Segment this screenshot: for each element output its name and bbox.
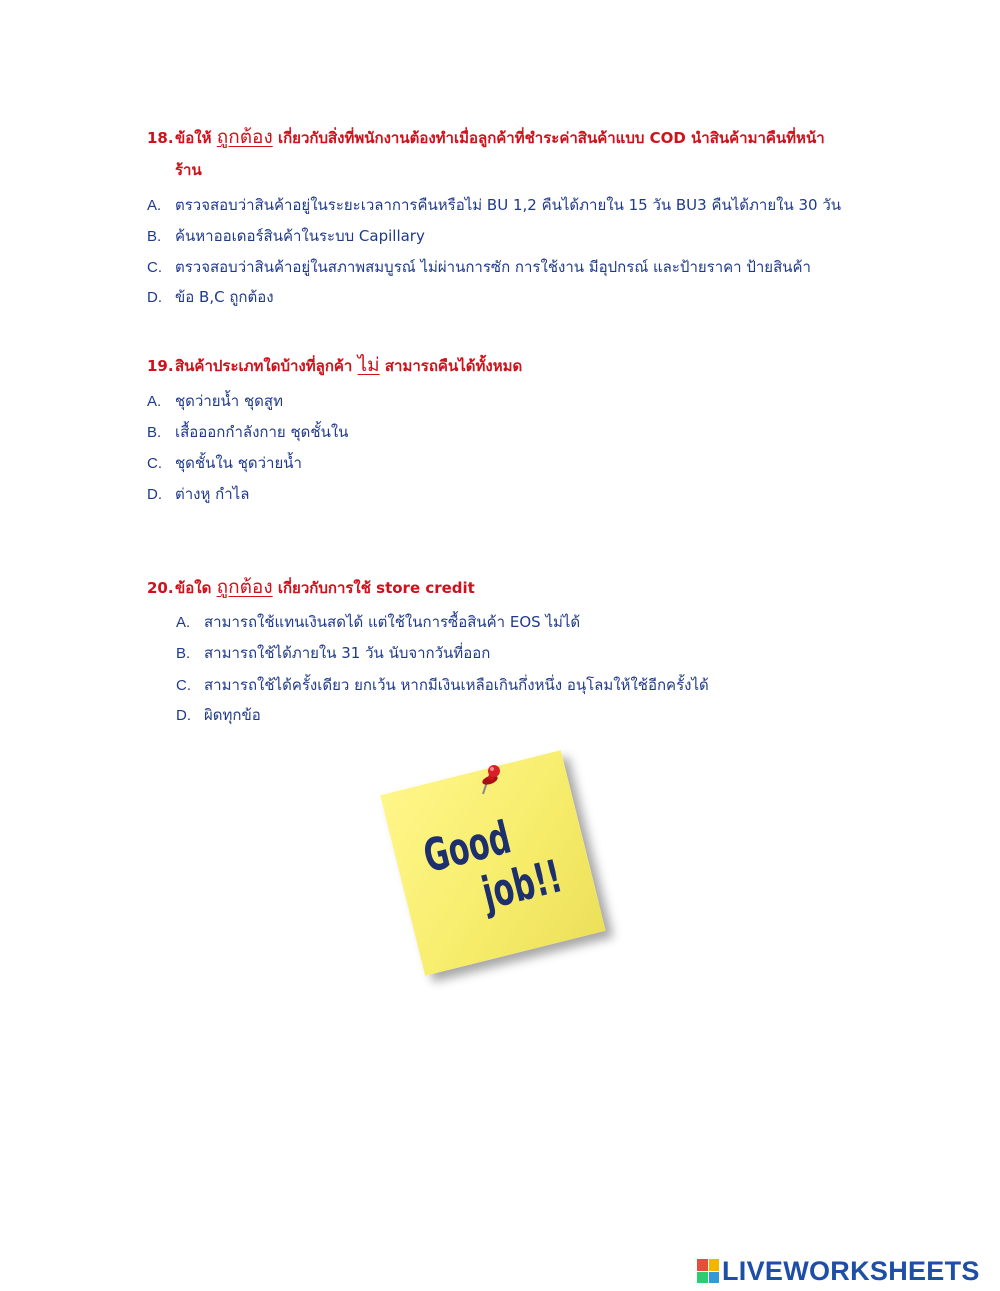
option-20a[interactable] bbox=[176, 612, 580, 633]
liveworksheets-logo-icon bbox=[697, 1259, 719, 1283]
option-18b[interactable] bbox=[147, 226, 425, 247]
option-letter: A. bbox=[147, 197, 162, 214]
note-text-line2: job!! bbox=[477, 850, 568, 921]
option-text: ค้นหาออเดอร์สินค้าในระบบ Capillary bbox=[175, 227, 425, 245]
note-text-line1: Good bbox=[418, 811, 516, 885]
option-letter: C. bbox=[147, 259, 162, 276]
question-number: 18. bbox=[147, 129, 174, 147]
question-text: เกี่ยวกับการใช้ store credit bbox=[272, 579, 475, 597]
question-highlight: ไม่ bbox=[357, 354, 380, 376]
question-text: เกี่ยวกับสิ่งที่พนักงานต้องทำเมื่อลูกค้าที่ชำระค่าสินค้าแบบ COD นำสินค้ามาคืนที่หน้า bbox=[272, 129, 825, 147]
option-text: สามารถใช้ได้ภายใน 31 วัน นับจากวันที่ออก bbox=[204, 644, 491, 662]
question-text: สามารถคืนได้ทั้งหมด bbox=[379, 357, 523, 375]
option-letter: A. bbox=[176, 614, 191, 631]
question-text-pre: ข้อใด bbox=[175, 579, 217, 597]
option-letter: B. bbox=[147, 228, 162, 245]
option-19b[interactable] bbox=[147, 422, 348, 443]
question-text-pre: สินค้าประเภทใดบ้างที่ลูกค้า bbox=[175, 357, 358, 375]
question-number: 19. bbox=[147, 357, 174, 375]
option-letter: A. bbox=[147, 393, 162, 410]
option-letter: B. bbox=[176, 645, 191, 662]
option-18d[interactable] bbox=[147, 287, 274, 308]
option-18c[interactable] bbox=[147, 257, 811, 278]
brand-text: LIVEWORKSHEETS bbox=[722, 1255, 980, 1286]
option-20b[interactable] bbox=[176, 643, 490, 664]
option-19d[interactable] bbox=[147, 484, 249, 505]
option-text: ชุดชั้นใน ชุดว่ายน้ำ bbox=[175, 454, 302, 472]
option-20c[interactable] bbox=[176, 675, 709, 696]
question-number: 20. bbox=[147, 579, 174, 597]
option-text: สามารถใช้ได้ครั้งเดียว ยกเว้น หากมีเงินเหลือเกินกึ่งหนึ่ง อนุโลมให้ใช้อีกครั้งได้ bbox=[204, 676, 709, 694]
liveworksheets-logo bbox=[697, 1256, 980, 1286]
question-continuation: ร้าน bbox=[175, 161, 202, 179]
question-20 bbox=[147, 576, 475, 599]
question-text-pre: ข้อให้ bbox=[175, 129, 217, 147]
option-letter: D. bbox=[147, 289, 162, 306]
question-19 bbox=[147, 354, 522, 377]
option-letter: D. bbox=[147, 486, 162, 503]
option-19a[interactable] bbox=[147, 391, 283, 412]
option-text: ผิดทุกข้อ bbox=[204, 706, 261, 724]
option-20d[interactable] bbox=[176, 705, 261, 726]
option-text: ตรวจสอบว่าสินค้าอยู่ในสภาพสมบูรณ์ ไม่ผ่านการซัก การใช้งาน มีอุปกรณ์ และป้ายราคา ป้ายสินค้า bbox=[175, 258, 811, 276]
option-text: ต่างหู กำไล bbox=[175, 485, 250, 503]
option-18a[interactable] bbox=[147, 195, 841, 216]
option-text: เสื้อออกกำลังกาย ชุดชั้นใน bbox=[175, 423, 349, 441]
option-text: ตรวจสอบว่าสินค้าอยู่ในระยะเวลาการคืนหรือไม่ BU 1,2 คืนได้ภายใน 15 วัน BU3 คืนได้ภายใน 30 วัน bbox=[175, 196, 842, 214]
option-text: สามารถใช้แทนเงินสดได้ แต่ใช้ในการซื้อสินค้า EOS ไม่ได้ bbox=[204, 613, 581, 631]
question-highlight: ถูกต้อง bbox=[216, 126, 273, 148]
push-pin-icon bbox=[476, 765, 506, 797]
option-text: ชุดว่ายน้ำ ชุดสูท bbox=[175, 392, 283, 410]
option-letter: C. bbox=[176, 677, 191, 694]
question-highlight: ถูกต้อง bbox=[216, 576, 273, 598]
option-text: ข้อ B,C ถูกต้อง bbox=[175, 288, 274, 306]
option-letter: C. bbox=[147, 455, 162, 472]
option-letter: B. bbox=[147, 424, 162, 441]
option-letter: D. bbox=[176, 707, 191, 724]
option-19c[interactable] bbox=[147, 453, 302, 474]
question-18 bbox=[147, 126, 867, 181]
